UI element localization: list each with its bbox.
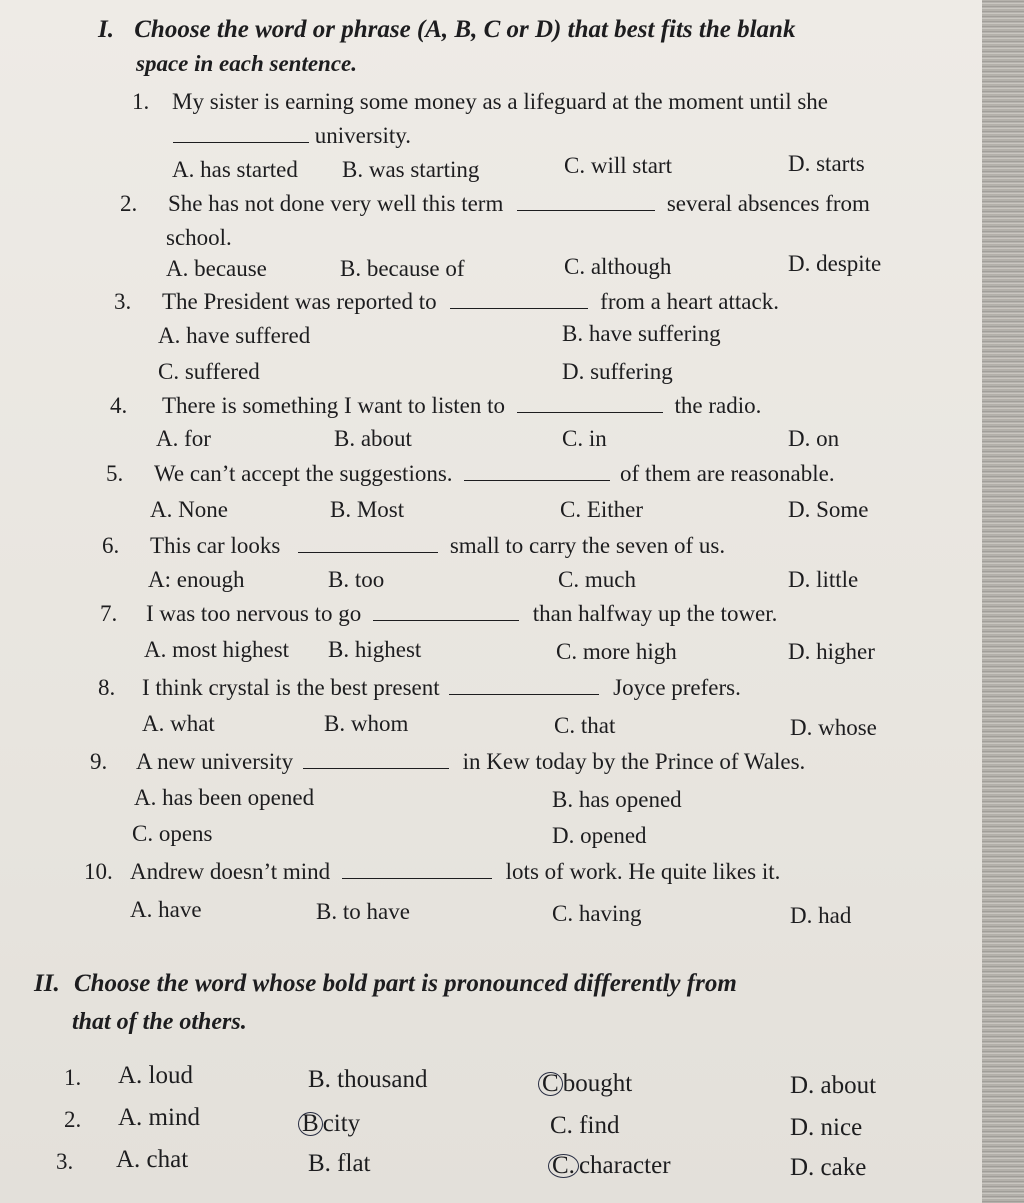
question-2-line2: school. xyxy=(166,225,232,250)
answer-blank[interactable] xyxy=(303,752,449,769)
option-c[interactable]: C. more high xyxy=(556,639,677,664)
option-b[interactable]: B. about xyxy=(334,426,412,451)
option-c[interactable]: C. that xyxy=(554,713,616,738)
pron-1-option-c[interactable]: C bought xyxy=(538,1070,632,1098)
answer-blank[interactable] xyxy=(298,536,438,553)
question-7: 7. I was too nervous to go than halfway up the tower. xyxy=(100,601,778,626)
question-10: 10. Andrew doesn’t mind lots of work. He quite likes it. xyxy=(84,859,781,884)
option-a[interactable]: A. because xyxy=(166,256,267,281)
question-5: 5. We can’t accept the suggestions. of them are reasonable. xyxy=(106,461,835,486)
option-d[interactable]: D. opened xyxy=(552,823,647,848)
option-c[interactable]: C. Either xyxy=(560,497,644,522)
section-2-numeral: II. xyxy=(34,970,60,997)
option-d[interactable]: D. suffering xyxy=(562,359,673,384)
answer-blank[interactable] xyxy=(173,126,309,143)
answer-blank[interactable] xyxy=(517,194,655,211)
answer-blank[interactable] xyxy=(450,292,588,309)
option-a[interactable]: A. for xyxy=(156,426,211,451)
answer-blank[interactable] xyxy=(464,464,610,481)
option-a[interactable]: A. most highest xyxy=(144,637,290,662)
option-b[interactable]: B. to have xyxy=(316,899,410,924)
section-1-title xyxy=(98,14,795,46)
answer-blank[interactable] xyxy=(449,678,599,695)
pron-3-option-b[interactable]: B. flat xyxy=(308,1150,371,1177)
option-c[interactable]: C. having xyxy=(552,901,642,926)
section-2-title-line2: that of the others. xyxy=(72,1009,247,1035)
option-a[interactable]: A. what xyxy=(142,711,215,736)
option-c[interactable]: C. although xyxy=(564,254,672,279)
option-b[interactable]: B. has opened xyxy=(552,787,682,812)
option-b[interactable]: B. was starting xyxy=(342,157,480,182)
answer-blank[interactable] xyxy=(342,862,492,879)
question-1: 1. My sister is earning some money as a lifeguard at the moment until she xyxy=(132,89,828,114)
pron-1-option-a[interactable]: A. loud xyxy=(118,1062,193,1089)
pron-1-option-b[interactable]: B. thousand xyxy=(308,1066,428,1093)
option-d[interactable]: D. had xyxy=(790,903,852,928)
option-c[interactable]: C. much xyxy=(558,567,636,592)
section-2-title xyxy=(34,968,737,1000)
question-9: 9. A new university in Kew today by the Prince of Wales. xyxy=(90,749,806,774)
section-1-numeral: I. xyxy=(98,16,114,43)
answer-blank[interactable] xyxy=(373,604,519,621)
section-1-title-line2: space in each sentence. xyxy=(136,51,358,76)
option-b[interactable]: B. Most xyxy=(330,497,405,522)
option-d[interactable]: D. despite xyxy=(788,251,882,276)
circled-answer-mark: C. xyxy=(548,1154,579,1178)
pron-2-number: 2. xyxy=(64,1107,82,1132)
option-c[interactable]: C. opens xyxy=(132,821,213,846)
option-a[interactable]: A: enough xyxy=(148,567,245,592)
pron-1-option-d[interactable]: D. about xyxy=(790,1072,877,1099)
option-d[interactable]: D. little xyxy=(788,567,859,592)
section-2-title-line1: Choose the word whose bold part is pronounced differently from xyxy=(73,970,737,997)
question-3: 3. The President was reported to from a heart attack. xyxy=(114,289,779,314)
answer-blank[interactable] xyxy=(517,396,663,413)
question-8: 8. I think crystal is the best present Joyce prefers. xyxy=(98,675,741,700)
option-b[interactable]: B. whom xyxy=(324,711,409,736)
circled-answer-mark: B xyxy=(298,1112,323,1136)
question-2: 2. She has not done very well this term several absences from xyxy=(120,191,870,216)
option-d[interactable]: D. Some xyxy=(788,497,869,522)
option-b[interactable]: B. have suffering xyxy=(562,321,721,346)
pron-2-option-b[interactable]: B city xyxy=(298,1110,360,1138)
circled-answer-mark: C xyxy=(538,1072,563,1096)
option-d[interactable]: D. starts xyxy=(788,151,865,176)
option-c[interactable]: C. will start xyxy=(564,153,672,178)
option-b[interactable]: B. too xyxy=(328,567,385,592)
option-a[interactable]: A. have xyxy=(130,897,202,922)
option-b[interactable]: B. highest xyxy=(328,637,422,662)
pron-2-option-d[interactable]: D. nice xyxy=(790,1114,863,1141)
option-a[interactable]: A. has been opened xyxy=(134,785,315,810)
pron-2-option-c[interactable]: C. find xyxy=(550,1112,620,1139)
option-d[interactable]: D. whose xyxy=(790,715,877,740)
page-edge-shadow xyxy=(982,0,1024,1203)
pron-2-option-a[interactable]: A. mind xyxy=(118,1104,200,1131)
pron-1-number: 1. xyxy=(64,1065,82,1090)
question-4: 4. There is something I want to listen to the radio. xyxy=(110,393,762,418)
question-6: 6. This car looks small to carry the seven of us. xyxy=(102,533,726,558)
option-d[interactable]: D. higher xyxy=(788,639,875,664)
option-a[interactable]: A. has started xyxy=(172,157,298,182)
section-1-title-line1: Choose the word or phrase (A, B, C or D) that best fits the blank xyxy=(134,16,796,43)
pron-3-option-d[interactable]: D. cake xyxy=(790,1154,867,1181)
option-b[interactable]: B. because of xyxy=(340,256,465,281)
option-c[interactable]: C. suffered xyxy=(158,359,260,384)
option-c[interactable]: C. in xyxy=(562,426,607,451)
option-a[interactable]: A. None xyxy=(150,497,228,522)
option-d[interactable]: D. on xyxy=(788,426,840,451)
pron-3-option-a[interactable]: A. chat xyxy=(116,1146,189,1173)
option-a[interactable]: A. have suffered xyxy=(158,323,311,348)
pron-3-option-c[interactable]: C. character xyxy=(548,1152,671,1180)
question-1-line2: university. xyxy=(173,122,411,150)
pron-3-number: 3. xyxy=(56,1149,74,1174)
